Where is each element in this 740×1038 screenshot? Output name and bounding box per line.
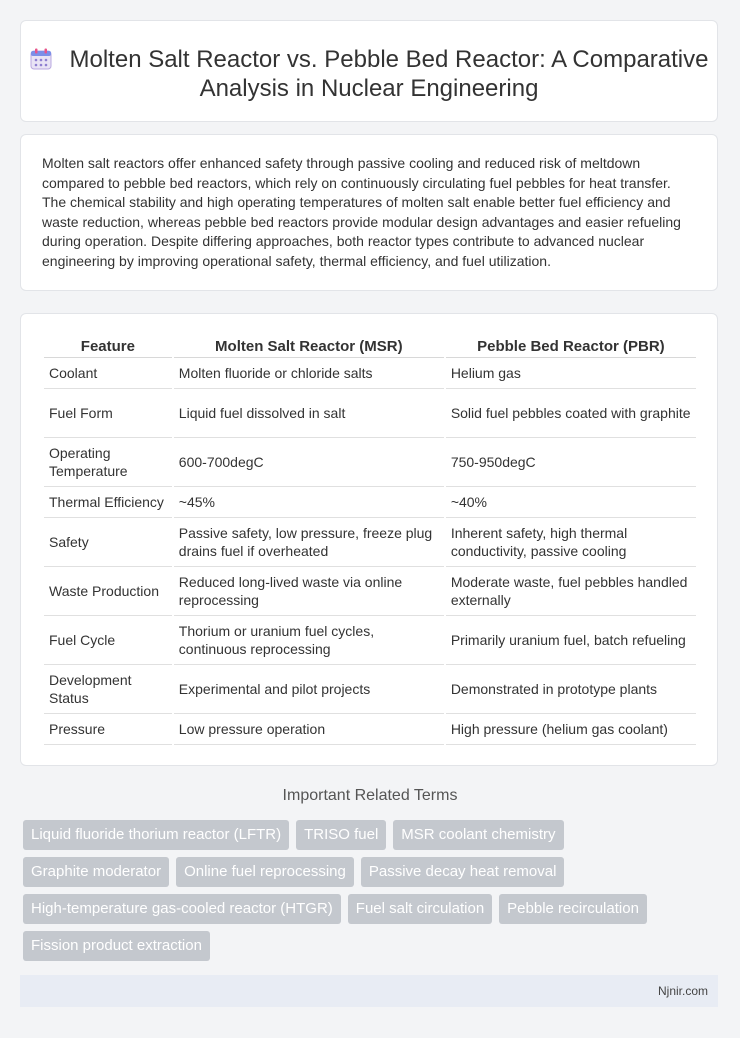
related-term-tag[interactable]: Liquid fluoride thorium reactor (LFTR)	[23, 820, 289, 850]
table-row	[44, 518, 696, 567]
related-term-tag[interactable]: Passive decay heat removal	[361, 857, 565, 887]
table-row	[44, 567, 696, 616]
footer-site-link[interactable]: Njnir.com	[657, 984, 708, 998]
related-term-tag[interactable]: TRISO fuel	[296, 820, 386, 850]
related-terms-list	[23, 820, 703, 961]
related-term-tag[interactable]: Fission product extraction	[23, 931, 210, 961]
feature-cell: Fuel Form	[44, 389, 172, 438]
comparison-table-card	[20, 313, 718, 766]
related-term-tag[interactable]: High-temperature gas-cooled reactor (HTGR)	[23, 894, 341, 924]
table-row	[44, 438, 696, 487]
header-pbr: Pebble Bed Reactor (PBR)	[446, 332, 696, 358]
msr-cell: Molten fluoride or chloride salts	[174, 358, 444, 389]
related-term-tag[interactable]: MSR coolant chemistry	[393, 820, 563, 850]
related-term-tag[interactable]: Pebble recirculation	[499, 894, 647, 924]
header-msr: Molten Salt Reactor (MSR)	[174, 332, 444, 358]
msr-cell: 600-700degC	[174, 438, 444, 487]
pbr-cell: High pressure (helium gas coolant)	[446, 714, 696, 745]
related-term-tag[interactable]: Online fuel reprocessing	[176, 857, 354, 887]
calendar-icon	[30, 48, 52, 70]
pbr-cell: Helium gas	[446, 358, 696, 389]
page-title	[21, 45, 717, 103]
feature-cell: Coolant	[44, 358, 172, 389]
feature-cell: Operating Temperature	[44, 438, 172, 487]
pbr-cell: ~40%	[446, 487, 696, 518]
feature-cell: Development Status	[44, 665, 172, 714]
pbr-cell: Primarily uranium fuel, batch refueling	[446, 616, 696, 665]
feature-cell: Safety	[44, 518, 172, 567]
title-wrap	[21, 21, 717, 103]
header-feature: Feature	[44, 332, 172, 358]
table-row	[44, 714, 696, 745]
msr-cell: Low pressure operation	[174, 714, 444, 745]
related-terms-heading: Important Related Terms	[282, 787, 458, 804]
pbr-cell: Solid fuel pebbles coated with graphite	[446, 389, 696, 438]
table-row	[44, 616, 696, 665]
msr-cell: Thorium or uranium fuel cycles, continuous reprocessing	[174, 616, 444, 665]
table-header-row	[44, 332, 696, 358]
msr-cell: Passive safety, low pressure, freeze plug drains fuel if overheated	[174, 518, 444, 567]
feature-cell: Waste Production	[44, 567, 172, 616]
table-row	[44, 487, 696, 518]
feature-cell: Fuel Cycle	[44, 616, 172, 665]
pbr-cell: 750-950degC	[446, 438, 696, 487]
table-row	[44, 665, 696, 714]
pbr-cell: Inherent safety, high thermal conductivity, passive cooling	[446, 518, 696, 567]
footer	[20, 975, 718, 1007]
comparison-table	[42, 332, 698, 745]
header-card	[20, 20, 718, 122]
msr-cell: Liquid fuel dissolved in salt	[174, 389, 444, 438]
table-row	[44, 389, 696, 438]
summary-text: Molten salt reactors offer enhanced safety through passive cooling and reduced risk of meltdown compared to pebble bed reactors, which rely on continuously circulating fuel pebbles for heat transfer. The chemical stability and high operating temperatures of molten salt enable better fuel efficiency and waste reduction, whereas pebble bed reactors provide modular design advantages and easier refueling during operation. Despite differing approaches, both reactor types contribute to advanced nuclear engineering by improving operational safety, thermal efficiency, and fuel utilization.	[42, 155, 681, 269]
feature-cell: Pressure	[44, 714, 172, 745]
msr-cell: Reduced long-lived waste via online reprocessing	[174, 567, 444, 616]
feature-cell: Thermal Efficiency	[44, 487, 172, 518]
related-term-tag[interactable]: Fuel salt circulation	[348, 894, 492, 924]
summary-card	[20, 134, 718, 291]
page-title-text: Molten Salt Reactor vs. Pebble Bed Reactor: A Comparative Analysis in Nuclear Engineering	[69, 46, 709, 102]
msr-cell: Experimental and pilot projects	[174, 665, 444, 714]
table-row	[44, 358, 696, 389]
related-term-tag[interactable]: Graphite moderator	[23, 857, 169, 887]
pbr-cell: Moderate waste, fuel pebbles handled externally	[446, 567, 696, 616]
msr-cell: ~45%	[174, 487, 444, 518]
pbr-cell: Demonstrated in prototype plants	[446, 665, 696, 714]
